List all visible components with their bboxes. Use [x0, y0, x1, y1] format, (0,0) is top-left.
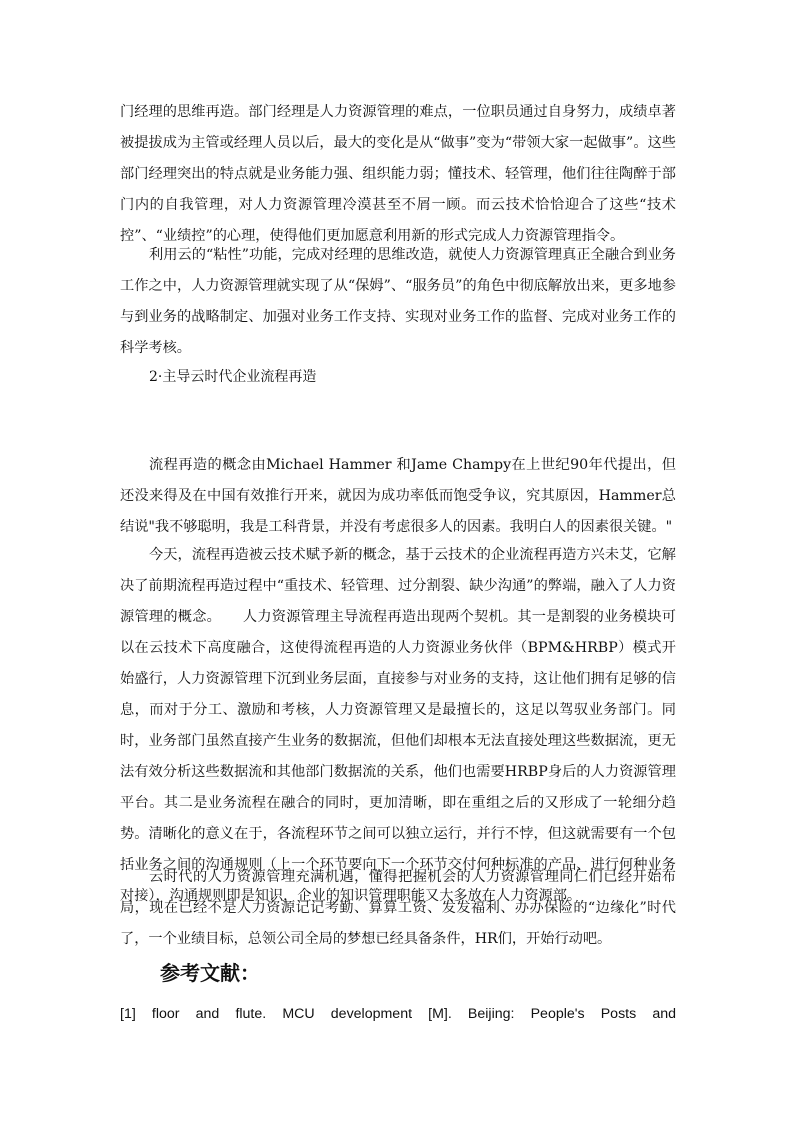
reference-item-1: [1] floor and flute. MCU development [M]. Beijing: People's Posts and: [120, 1006, 676, 1022]
references-heading: 参考文献：: [160, 961, 260, 985]
paragraph-manager-mindset: 门经理的思维再造。部门经理是人力资源管理的难点，一位职员通过自身努力，成绩卓著被提拔成为主管或经理人员以后，最大的变化是从“做事”变为“带领大家一起做事”。这些部门经理突出的特点就是业务能力强、组织能力弱；懂技术、轻管理，他们往往陶醉于部门内的自我管理，对人力资源管理冷漠甚至不屑一顾。而云技术恰恰迎合了这些“技术控”、“业绩控”的心理，使得他们更加愿意利用新的形式完成人力资源管理指令。: [120, 104, 676, 244]
paragraph-cloud-stickiness: 利用云的“粘性”功能，完成对经理的思维改造，就使人力资源管理真正全融合到业务工作之中，人力资源管理就实现了从“保姆”、“服务员”的角色中彻底解放出来，更多地参与到业务的战略制定、加强对业务工作支持、实现对业务工作的监督、完成对业务工作的科学考核。: [120, 247, 676, 356]
paragraph-cloud-process-reengineering: 今天，流程再造被云技术赋予新的概念，基于云技术的企业流程再造方兴未艾，它解决了前期流程再造过程中“重技术、轻管理、过分割裂、缺少沟通”的弊端，融入了人力资源管理的概念。 人力资源管理主导流程再造出现两个契机。其一是割裂的业务模块可以在云技术下高度融合，这使得流程再造的人力资源业务伙伴（BPM&HRBP）模式开始盛行，人力资源管理下沉到业务层面，直接参与对业务的支持，这让他们拥有足够的信息，而对于分工、激励和考核，人力资源管理又是最擅长的，这足以驾驭业务部门。同时，业务部门虽然直接产生业务的数据流，但他们却根本无法直接处理这些数据流，更无法有效分析这些数据流和其他部门数据流的关系，他们也需要HRBP身后的人力资源管理平台。其二是业务流程在融合的同时，更加清晰，即在重组之后的又形成了一轮细分趋势。清晰化的意义在于，各流程环节之间可以独立运行，并行不悖，但这就需要有一个包括业务之间的沟通规则（上一个环节要向下一个环节交付何种标准的产品、进行何种业务对接），沟通规则即是知识，企业的知识管理职能又大多放在人力资源部。: [120, 547, 676, 904]
paragraph-conclusion: 云时代的人力资源管理充满机遇，懂得把握机会的人力资源管理同仁们已经开始布局，现在已经不是人力资源记记考勤、算算工资、发发福利、办办保险的“边缘化”时代了，一个业绩目标，总领公司全局的梦想已经具备条件，HR们，开始行动吧。: [120, 869, 676, 947]
section-heading: 2·主导云时代企业流程再造: [149, 369, 317, 385]
paragraph-process-reengineering-history: 流程再造的概念由Michael Hammer 和Jame Champy在上世纪90年代提出，但还没来得及在中国有效推行开来，就因为成功率低而饱受争议，究其原因，Hammer总结说"我不够聪明，我是工科背景，并没有考虑很多人的因素。我明白人的因素很关键。": [120, 457, 676, 535]
